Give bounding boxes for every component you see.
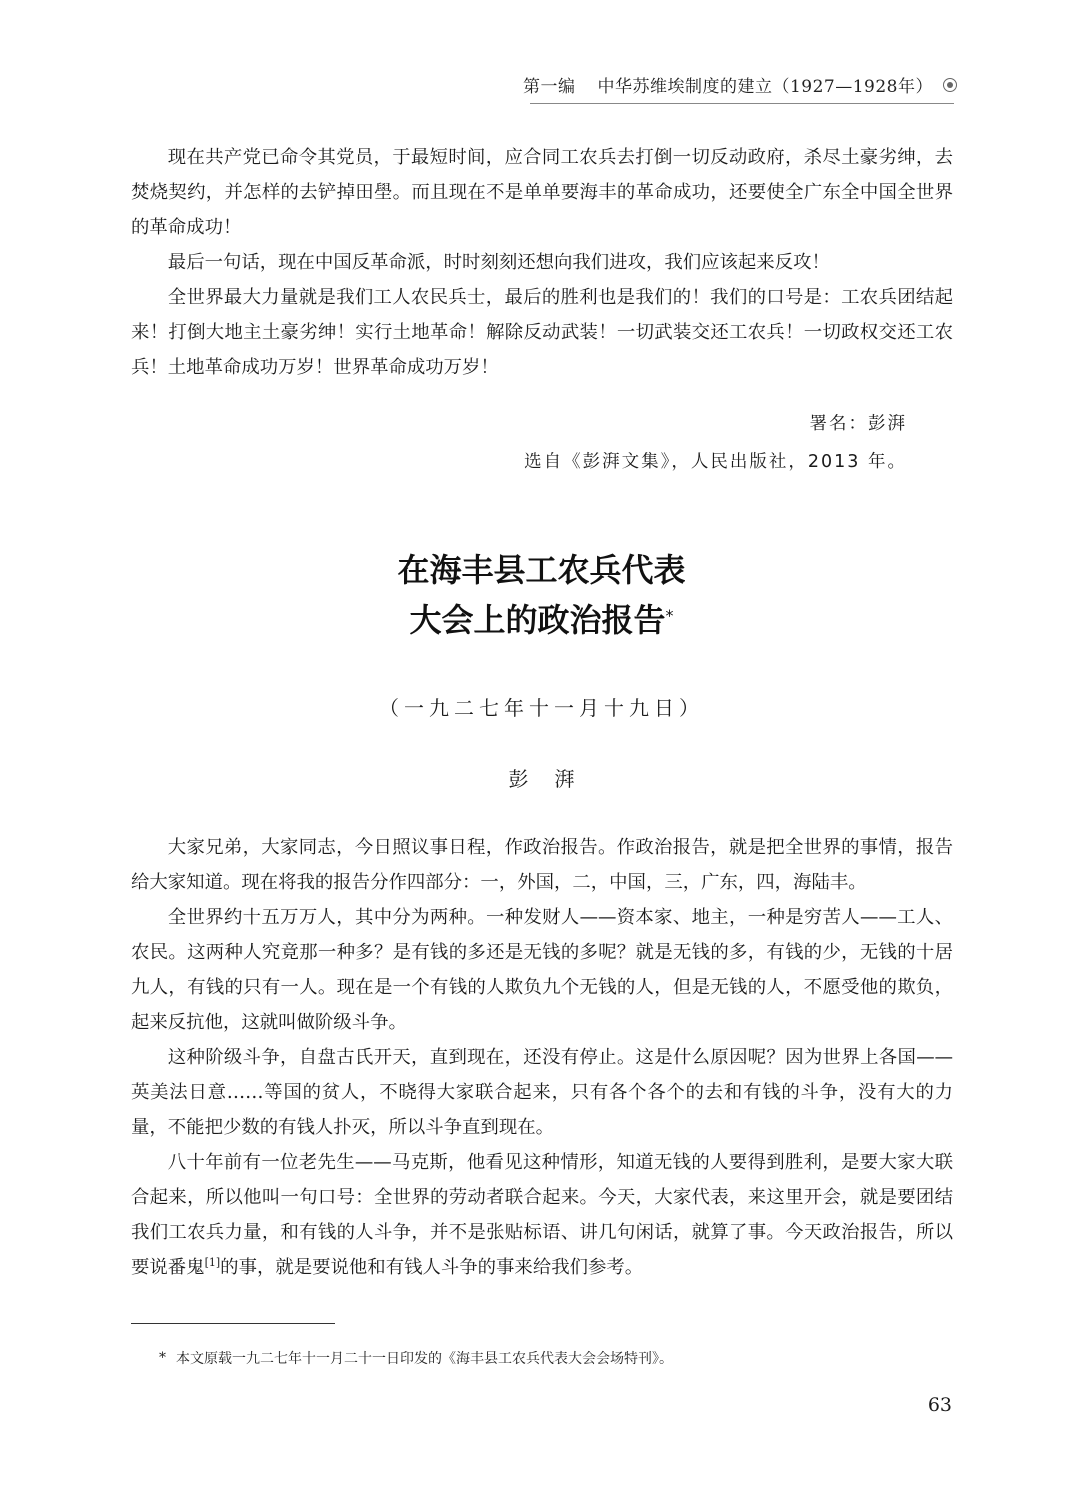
running-header [523,72,957,97]
paragraph: 现在共产党已命令其党员，于最短时间，应合同工农兵去打倒一切反动政府，杀尽土豪劣绅，去焚烧契约，并怎样的去铲掉田壆。而且现在不是单单要海丰的革命成功，还要使全广东全中国全世界的革命成功！ [131,147,953,238]
paragraph: 最后一句话，现在中国反革命派，时时刻刻还想向我们进攻，我们应该起来反攻！ [167,252,830,273]
footnote [159,1348,673,1368]
title-footnote-mark: * [665,606,674,625]
source-line: 选自《彭湃文集》，人民出版社，2013 年。 [524,452,907,472]
header-part: 第一编 [522,77,576,97]
page-number: 63 [927,1394,952,1416]
previous-article-text [131,140,953,385]
footnote-rule [131,1323,335,1324]
paragraph: 全世界最大力量就是我们工人农民兵士，最后的胜利也是我们的！我们的口号是：工农兵团结起来！打倒大地主土豪劣绅！实行土地革命！解除反动武装！一切武装交还工农兵！一切政权交还工农兵！土地革命成功万岁！世界革命成功万岁！ [131,287,953,378]
article-author: 彭湃 [508,767,601,791]
article-title-line-1: 在海丰县工农兵代表 [397,551,686,589]
paragraph: 这种阶级斗争，自盘古氏开天，直到现在，还没有停止。这是什么原因呢？因为世界上各国——英美法日意……等国的贫人，不晓得大家联合起来，只有各个各个的去和有钱的斗争，没有大的力量，不能把少数的有钱人扑灭，所以斗争直到现在。 [131,1047,953,1138]
footnote-text: 本文原载一九二七年十一月二十一日印发的《海丰县工农兵代表大会会场特刊》。 [176,1351,673,1367]
paragraph [131,1145,953,1285]
article-body [131,830,953,1285]
footnote-mark: * [159,1350,166,1366]
paragraph-text: 八十年前有一位老先生——马克斯，他看见这种情形，知道无钱的人要得到胜利，是要大家大联合起来，所以他叫一句口号：全世界的劳动者联合起来。今天，大家代表，来这里开会，就是要团结我们工农兵力量，和有钱的人斗争，并不是张贴标语、讲几句闲话，就算了事。今天政治报告，所以要说番鬼 [131,1152,953,1278]
article-title-text: 大会上的政治报告 [409,601,666,639]
article-date: （一九二七年十一月十九日） [379,696,704,720]
note-reference[interactable]: [1] [204,1255,221,1269]
header-title: 中华苏维埃制度的建立（1927—1928年） [597,77,933,97]
paragraph: 全世界约十五万万人，其中分为两种。一种发财人——资本家、地主，一种是穷苦人——工人、农民。这两种人究竟那一种多？是有钱的多还是无钱的多呢？就是无钱的多，有钱的少，无钱的十居九人，有钱的只有一人。现在是一个有钱的人欺负九个无钱的人，但是无钱的人，不愿受他的欺负，起来反抗他，这就叫做阶级斗争。 [131,907,953,1033]
header-rule [530,103,954,104]
signature-line: 署名：彭湃 [809,414,907,434]
paragraph-text: 的事，就是要说他和有钱人斗争的事来给我们参考。 [220,1257,644,1278]
paragraph: 大家兄弟，大家同志，今日照议事日程，作政治报告。作政治报告，就是把全世界的事情，报告给大家知道。现在将我的报告分作四部分：一，外国，二，中国，三，广东，四，海陆丰。 [131,837,953,893]
header-bullet-icon [943,78,957,92]
article-title-line-2 [0,598,1083,642]
